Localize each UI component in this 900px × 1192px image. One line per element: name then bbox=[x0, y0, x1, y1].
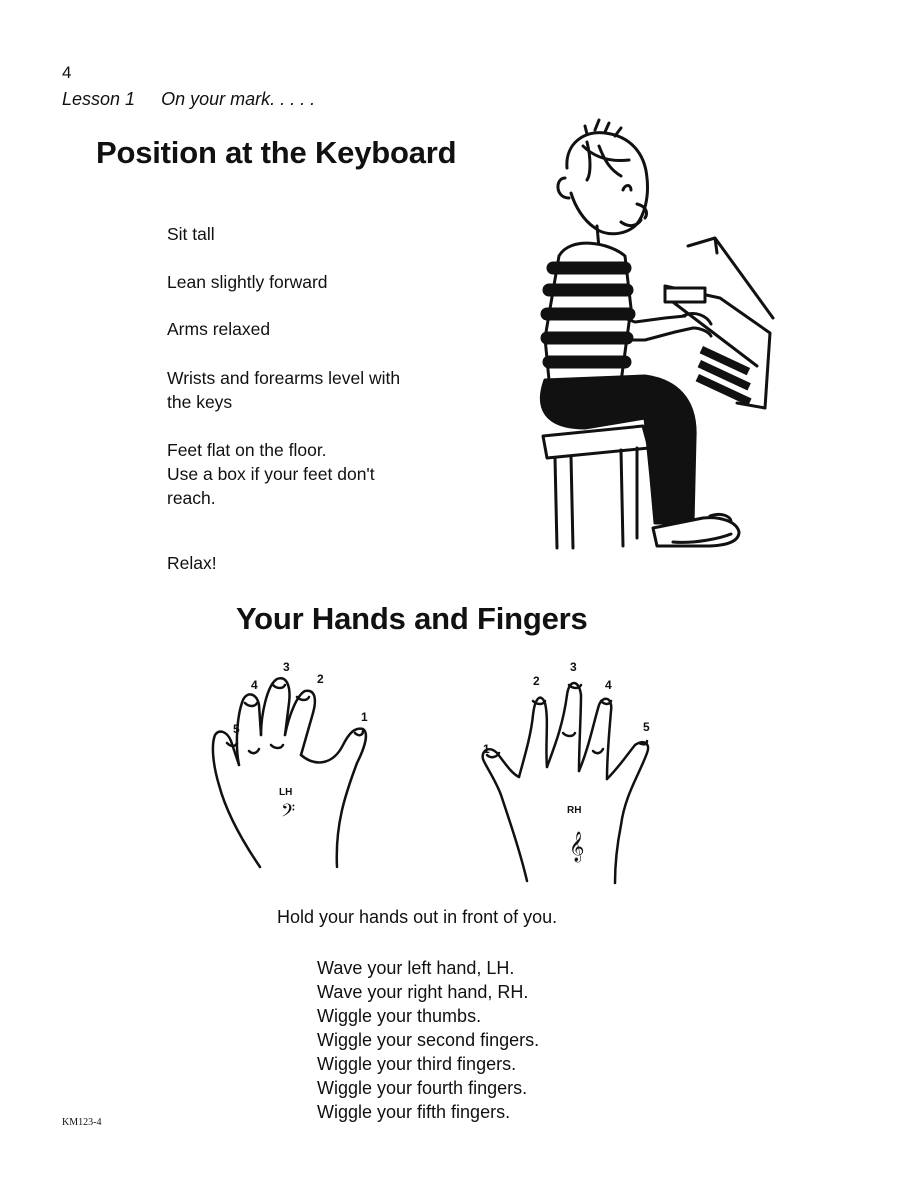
bass-clef-icon bbox=[281, 800, 295, 825]
left-hand-illustration bbox=[205, 655, 395, 870]
feet-line-3: reach. bbox=[167, 488, 216, 508]
instruction-wrists bbox=[167, 366, 467, 414]
instruction-relax: Relax! bbox=[167, 553, 217, 573]
svg-text:𝄞: 𝄞 bbox=[569, 831, 585, 861]
treble-clef-icon bbox=[569, 831, 584, 863]
feet-line-1: Feet flat on the floor. bbox=[167, 440, 327, 460]
svg-text:𝄢: 𝄢 bbox=[281, 800, 296, 825]
hold-hands-instruction: Hold your hands out in front of you. bbox=[277, 907, 558, 927]
lesson-header bbox=[62, 89, 315, 110]
lh-finger-1: 1 bbox=[361, 710, 368, 724]
rh-finger-1: 1 bbox=[483, 742, 490, 756]
right-hand-illustration bbox=[475, 655, 665, 885]
action-item: Wave your right hand, RH. bbox=[317, 982, 529, 1002]
wrists-line-1: Wrists and forearms level with bbox=[167, 368, 401, 388]
instruction-arms: Arms relaxed bbox=[167, 319, 271, 339]
page-number: 4 bbox=[62, 63, 72, 82]
action-item: Wave your left hand, LH. bbox=[317, 958, 515, 978]
wrists-line-2: the keys bbox=[167, 392, 233, 412]
lesson-label: Lesson 1 bbox=[62, 89, 136, 109]
hand-actions-list bbox=[317, 956, 539, 1124]
lesson-subtitle: On your mark. . . . . bbox=[161, 89, 316, 109]
action-item: Wiggle your fifth fingers. bbox=[317, 1102, 511, 1122]
lh-finger-4: 4 bbox=[251, 678, 258, 692]
lh-finger-2: 2 bbox=[317, 672, 324, 686]
action-item: Wiggle your third fingers. bbox=[317, 1054, 517, 1074]
instruction-feet bbox=[167, 438, 467, 510]
footer-code: KM123-4 bbox=[62, 1117, 102, 1128]
action-item: Wiggle your second fingers. bbox=[317, 1030, 540, 1050]
feet-line-2: Use a box if your feet don't bbox=[167, 464, 375, 484]
rh-finger-5: 5 bbox=[643, 720, 650, 734]
instruction-sit-tall: Sit tall bbox=[167, 224, 215, 244]
action-item: Wiggle your fourth fingers. bbox=[317, 1078, 528, 1098]
position-title: Position at the Keyboard bbox=[96, 135, 457, 170]
instruction-lean: Lean slightly forward bbox=[167, 272, 328, 292]
rh-finger-3: 3 bbox=[570, 660, 577, 674]
action-item: Wiggle your thumbs. bbox=[317, 1006, 482, 1026]
lh-finger-3: 3 bbox=[283, 660, 290, 674]
rh-finger-2: 2 bbox=[533, 674, 540, 688]
rh-finger-4: 4 bbox=[605, 678, 612, 692]
stool-illustration bbox=[543, 426, 649, 548]
lh-label: LH bbox=[279, 787, 293, 798]
hands-title: Your Hands and Fingers bbox=[236, 601, 588, 636]
piano-illustration bbox=[665, 238, 773, 408]
boy-at-piano-illustration bbox=[525, 118, 785, 568]
lh-finger-5: 5 bbox=[233, 722, 240, 736]
rh-label: RH bbox=[567, 805, 582, 816]
